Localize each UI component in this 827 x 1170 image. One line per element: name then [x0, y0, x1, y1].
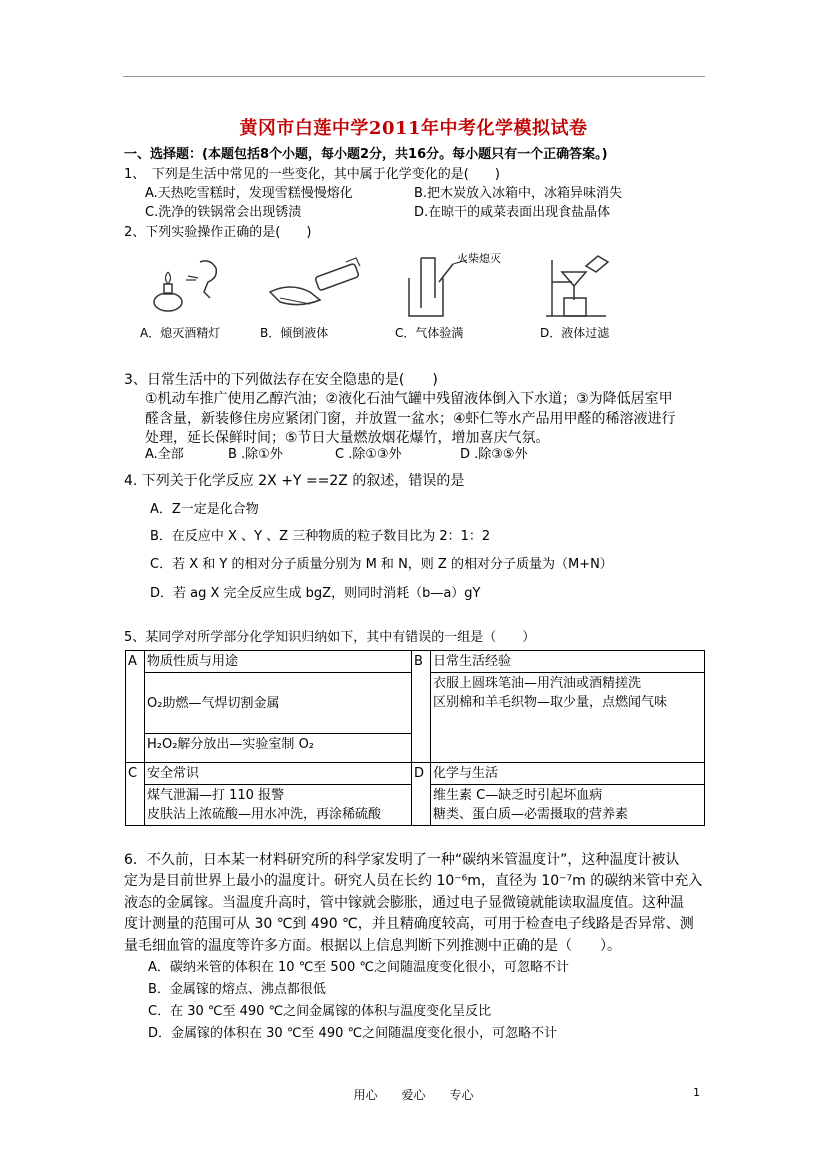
q1-option-a: A.天热吃雪糕时，发现雪糕慢慢熔化 [145, 186, 353, 201]
page-number: 1 [693, 1086, 700, 1099]
cell-c-body [145, 785, 412, 826]
cell-c-letter: C [126, 763, 145, 826]
q6-line-4: 度计测量的范围可从 30 ℃到 490 ℃，并且精确度较高，可用于检查电子线路是否异常、测 [124, 916, 694, 932]
q1-stem: 1、 下列是生活中常见的一些变化，其中属于化学变化的是( ) [124, 167, 500, 182]
q3-option-a: A.全部 [145, 447, 184, 462]
cell-c-row2: 皮肤沾上浓硫酸—用水冲洗，再涂稀硫酸 [147, 807, 382, 822]
page-title: 黄冈市白莲中学2011年中考化学模拟试卷 [239, 118, 588, 139]
page-footer: 用心 爱心 专心 [353, 1088, 474, 1102]
q6-line-2: 定为是目前世界上最小的温度计。研究人员在长约 10⁻⁶m，直径为 10⁻⁷m 的碳纳米管中充入 [124, 873, 703, 889]
figure-b-pouring [260, 252, 370, 348]
q2-figures [140, 252, 660, 348]
q6-option-c: C．在 30 ℃至 490 ℃之间金属镓的体积与温度变化呈反比 [148, 1004, 492, 1019]
q4-option-b: B．在反应中 X 、Y 、Z 三种物质的粒子数目比为 2：1：2 [150, 529, 491, 544]
cell-b-head: 日常生活经验 [431, 651, 705, 673]
q6-line-5: 量毛细血管的温度等许多方面。根据以上信息判断下列推测中正确的是（ ）。 [124, 938, 621, 954]
q3-option-d: D .除③⑤外 [460, 447, 528, 462]
q3-option-b: B .除①外 [228, 447, 283, 462]
header-rule [123, 76, 705, 77]
q4-stem: 4. 下列关于化学反应 2X +Y ==2Z 的叙述，错误的是 [124, 473, 465, 489]
figure-b-caption: B．倾倒液体 [260, 326, 329, 340]
figure-d-filtering [540, 252, 650, 348]
cell-b-row1: 衣服上圆珠笔油—用汽油或酒精搓洗 [433, 676, 642, 691]
figure-a-alcohol-lamp [140, 252, 250, 348]
q3-line-2: 醛含量，新装修住房应紧闭门窗，并放置一盆水；④虾仁等水产品用甲醛的稀溶液进行 [145, 411, 676, 427]
cell-b-row2: 区别棉和羊毛织物—取少量，点燃闻气味 [433, 695, 668, 710]
q1-option-b: B.把木炭放入冰箱中，冰箱异味消失 [414, 186, 623, 201]
q4-option-a: A．Z一定是化合物 [150, 502, 259, 517]
q2-stem: 2、下列实验操作正确的是( ) [124, 225, 312, 240]
q6-line-1: 6．不久前，日本某一材料研究所的科学家发明了一种“碳纳米管温度计”，这种温度计被认 [124, 852, 680, 868]
q1-option-c: C.洗净的铁锅常会出现锈渍 [145, 205, 302, 220]
cell-a-head: 物质性质与用途 [145, 651, 412, 673]
cell-b-letter: B [412, 651, 431, 763]
cell-d-row2: 糖类、蛋白质—必需摄取的营养素 [433, 807, 629, 822]
q6-option-a: A．碳纳米管的体积在 10 ℃至 500 ℃之间随温度变化很小，可忽略不计 [148, 960, 569, 975]
figure-c-caption: C．气体验满 [395, 326, 464, 340]
q3-line-3: 处理，延长保鲜时间；⑤节日大量燃放烟花爆竹，增加喜庆气氛。 [145, 430, 550, 446]
figure-c-gas-test [395, 252, 505, 348]
cell-a-row1: O₂助燃—气焊切割金属 [145, 673, 412, 734]
cell-d-head: 化学与生活 [431, 763, 705, 785]
q5-table [125, 650, 705, 826]
section-heading: 一、选择题：(本题包括8个小题，每小题2分，共16分。每小题只有一个正确答案。) [124, 147, 608, 162]
cell-d-body [431, 785, 705, 826]
q6-option-d: D．金属镓的体积在 30 ℃至 490 ℃之间随温度变化很小，可忽略不计 [148, 1026, 558, 1041]
figure-d-caption: D．液体过滤 [540, 326, 610, 340]
figure-c-label: 火柴熄灭 [457, 252, 501, 265]
q1-option-d: D.在晾干的咸菜表面出现食盐晶体 [414, 205, 611, 220]
cell-c-head: 安全常识 [145, 763, 412, 785]
cell-d-letter: D [412, 763, 431, 826]
q3-stem: 3、日常生活中的下列做法存在安全隐患的是( ) [124, 372, 438, 388]
figure-a-caption: A．熄灭酒精灯 [140, 326, 221, 340]
q3-line-1: ①机动车推广使用乙醇汽油；②液化石油气罐中残留液体倒入下水道；③为降低居室甲 [145, 391, 673, 407]
cell-c-row1: 煤气泄漏—打 110 报警 [147, 788, 285, 803]
cell-a-row2: H₂O₂解分放出—实验室制 O₂ [145, 734, 412, 763]
q5-stem: 5、某同学对所学部分化学知识归纳如下，其中有错误的一组是（ ） [124, 630, 536, 645]
q4-option-c: C．若 X 和 Y 的相对分子质量分别为 M 和 N，则 Z 的相对分子质量为（M+N） [150, 557, 613, 572]
cell-a-letter: A [126, 651, 145, 763]
cell-d-row1: 维生素 C—缺乏时引起坏血病 [433, 788, 603, 803]
cell-b-body [431, 673, 705, 763]
q3-option-c: C .除①③外 [335, 447, 402, 462]
q6-line-3: 液态的金属镓。当温度升高时，管中镓就会膨胀，通过电子显微镜就能读取温度值。这种温 [124, 895, 684, 911]
q4-option-d: D．若 ag X 完全反应生成 bgZ，则同时消耗（b—a）gY [150, 586, 481, 601]
q6-option-b: B．金属镓的熔点、沸点都很低 [148, 982, 326, 997]
